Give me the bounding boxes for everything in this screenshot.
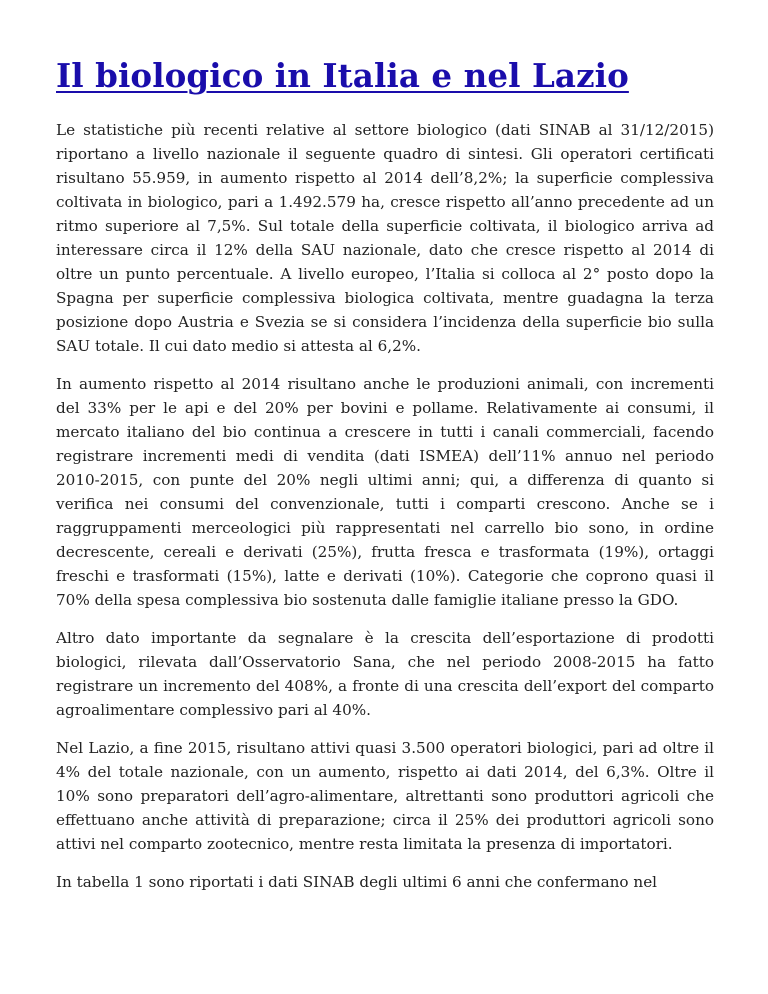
article-title-link[interactable]: Il biologico in Italia e nel Lazio: [56, 56, 629, 95]
article-title: [56, 52, 714, 100]
article-paragraph-5: In tabella 1 sono riportati i dati SINAB degli ultimi 6 anni che confermano nel: [56, 873, 658, 891]
article: [56, 52, 714, 908]
article-paragraph-3: Altro dato importante da segnalare è la crescita dell’esportazione di prodotti biologici, rilevata dall’Osservatorio Sana, che nel periodo 2008-2015 ha fatto registrare un incremento del 408%, a fronte di una crescita dell’export del comparto agroalimentare complessivo pari al 40%.: [56, 629, 714, 719]
article-paragraph-2: In aumento rispetto al 2014 risultano anche le produzioni animali, con incrementi del 33% per le api e del 20% per bovini e pollame. Relativamente ai consumi, il mercato italiano del bio continua a crescere in tutti i canali commerciali, facendo registrare incrementi medi di vendita (dati ISMEA) dell’11% annuo nel periodo 2010-2015, con punte del 20% negli ultimi anni; qui, a differenza di quanto si verifica nei consumi del convenzionale, tutti i comparti crescono. Anche se i raggruppamenti merceologici più rappresentati nel carrello bio sono, in ordine decrescente, cereali e derivati (25%), frutta fresca e trasformata (19%), ortaggi freschi e trasformati (15%), latte e derivati (10%). Categorie che coprono quasi il 70% della spesa complessiva bio sostenuta dalle famiglie italiane presso la GDO.: [56, 375, 714, 609]
article-paragraph-4: Nel Lazio, a fine 2015, risultano attivi quasi 3.500 operatori biologici, pari ad oltre il 4% del totale nazionale, con un aumento, rispetto ai dati 2014, del 6,3%. Oltre il 10% sono preparatori dell’agro-alimentare, altrettanti sono produttori agricoli che effettuano anche attività di preparazione; circa il 25% dei produttori agricoli sono attivi nel comparto zootecnico, mentre resta limitata la presenza di importatori.: [56, 739, 714, 853]
article-paragraph-1: Le statistiche più recenti relative al settore biologico (dati SINAB al 31/12/2015) riportano a livello nazionale il seguente quadro di sintesi. Gli operatori certificati risultano 55.959, in aumento rispetto al 2014 dell’8,2%; la superficie complessiva coltivata in biologico, pari a 1.492.579 ha, cresce rispetto all’anno precedente ad un ritmo superiore al 7,5%. Sul totale della superficie coltivata, il biologico arriva ad interessare circa il 12% della SAU nazionale, dato che cresce rispetto al 2014 di oltre un punto percentuale. A livello europeo, l’Italia si colloca al 2° posto dopo la Spagna per superficie complessiva biologica coltivata, mentre guadagna la terza posizione dopo Austria e Svezia se si considera l’incidenza della superficie bio sulla SAU totale. Il cui dato medio si attesta al 6,2%.: [56, 121, 714, 355]
